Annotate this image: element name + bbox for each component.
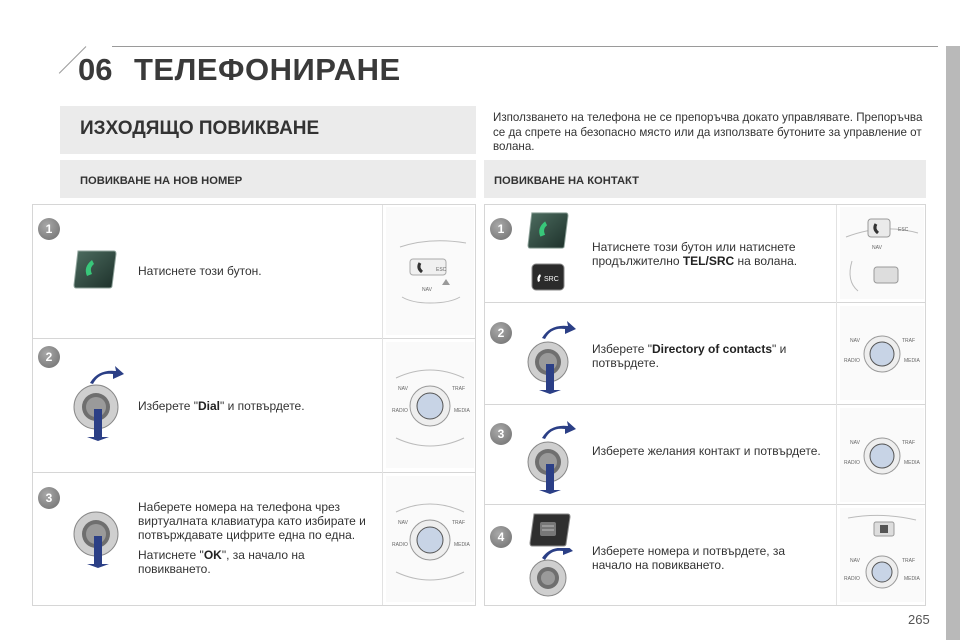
radio-panel-illustration — [840, 306, 924, 400]
right-divider-3 — [484, 504, 926, 505]
step-badge: 1 — [490, 218, 512, 240]
esc-label: ESC — [898, 227, 909, 233]
rotary-knob-icon — [522, 420, 582, 496]
traf-label: TRAF — [902, 440, 916, 446]
radio-label: RADIO — [392, 542, 408, 548]
traf-label: TRAF — [452, 520, 466, 526]
section-title: ИЗХОДЯЩО ПОВИКВАНЕ — [80, 118, 320, 139]
chapter-title: ТЕЛЕФОНИРАНЕ — [134, 52, 401, 87]
right-column-divider — [836, 205, 837, 605]
rotary-knob-icon — [70, 365, 130, 441]
right-step-3-text: Изберете желания контакт и потвърдете. — [592, 444, 821, 458]
media-label: MEDIA — [904, 460, 920, 466]
left-step-3-text: Наберете номера на телефона чрез виртуалната клавиатура като избирате и потвърждавате цифрите една по една. Натиснете "OK", за начало на повикването. — [138, 500, 366, 576]
step-badge: 3 — [490, 423, 512, 445]
traf-label: TRAF — [902, 338, 916, 344]
right-divider-2 — [484, 404, 926, 405]
steering-and-radio-illustration — [840, 508, 924, 602]
tel-src-label: TEL/SRC — [682, 254, 735, 268]
header-rule — [112, 46, 938, 47]
menu-option-dial: Dial — [197, 399, 220, 413]
rotary-knob-icon — [70, 508, 130, 584]
steering-wheel-illustration — [840, 207, 924, 299]
left-divider-1 — [32, 338, 476, 339]
phone-button-icon — [526, 210, 570, 250]
step-badge: 4 — [490, 526, 512, 548]
rotary-knob-icon — [522, 320, 582, 396]
media-label: MEDIA — [454, 542, 470, 548]
right-subtitle: ПОВИКВАНЕ НА КОНТАКТ — [494, 175, 639, 187]
tel-src-button-icon — [530, 262, 566, 292]
intro-text: Използването на телефона не се препоръчва докато управлявате. Препоръчва се да спрете на безопасно място или да използвате бутоните за управление от волана. — [493, 111, 923, 153]
page-number: 265 — [908, 612, 930, 627]
radio-label: RADIO — [844, 576, 860, 582]
left-step-1-text: Натиснете този бутон. — [138, 264, 262, 278]
left-divider-2 — [32, 472, 476, 473]
nav-label: NAV — [422, 287, 432, 293]
right-divider-1 — [484, 302, 926, 303]
nav-label: NAV — [398, 386, 408, 392]
traf-label: TRAF — [902, 558, 916, 564]
left-step-2-text: Изберете "Dial" и потвърдете. — [138, 399, 305, 413]
step-badge: 2 — [490, 322, 512, 344]
nav-label: NAV — [850, 440, 860, 446]
chapter-number: 06 — [78, 52, 113, 87]
nav-label: NAV — [850, 558, 860, 564]
menu-option-ok: OK — [203, 548, 222, 562]
right-step-4-text: Изберете номера и потвърдете, за начало на повикването. — [592, 544, 786, 572]
media-label: MEDIA — [904, 576, 920, 582]
nav-label: NAV — [872, 245, 882, 251]
dashboard-illustration — [386, 207, 474, 335]
rotary-knob-icon — [522, 548, 582, 604]
nav-label: NAV — [398, 520, 408, 526]
right-step-1-text: Натиснете този бутон или натиснете продължително TEL/SRC на волана. — [592, 240, 798, 268]
radio-panel-illustration — [386, 342, 474, 468]
src-label: SRC — [544, 276, 559, 283]
radio-panel-illustration — [840, 408, 924, 502]
radio-label: RADIO — [392, 408, 408, 414]
thumbwheel-button-icon — [528, 512, 572, 548]
right-step-2-text: Изберете "Directory of contacts" и потвърдете. — [592, 342, 787, 370]
media-label: MEDIA — [454, 408, 470, 414]
radio-panel-illustration — [386, 476, 474, 602]
menu-option-directory: Directory of contacts — [651, 342, 773, 356]
media-label: MEDIA — [904, 358, 920, 364]
step-badge: 2 — [38, 346, 60, 368]
esc-label: ESC — [436, 267, 447, 273]
side-tab-bar — [946, 46, 960, 640]
phone-button-icon — [72, 248, 118, 290]
step-badge: 1 — [38, 218, 60, 240]
radio-label: RADIO — [844, 460, 860, 466]
step-badge: 3 — [38, 487, 60, 509]
traf-label: TRAF — [452, 386, 466, 392]
left-subtitle: ПОВИКВАНЕ НА НОВ НОМЕР — [80, 175, 243, 187]
radio-label: RADIO — [844, 358, 860, 364]
nav-label: NAV — [850, 338, 860, 344]
left-column-divider — [382, 205, 383, 605]
